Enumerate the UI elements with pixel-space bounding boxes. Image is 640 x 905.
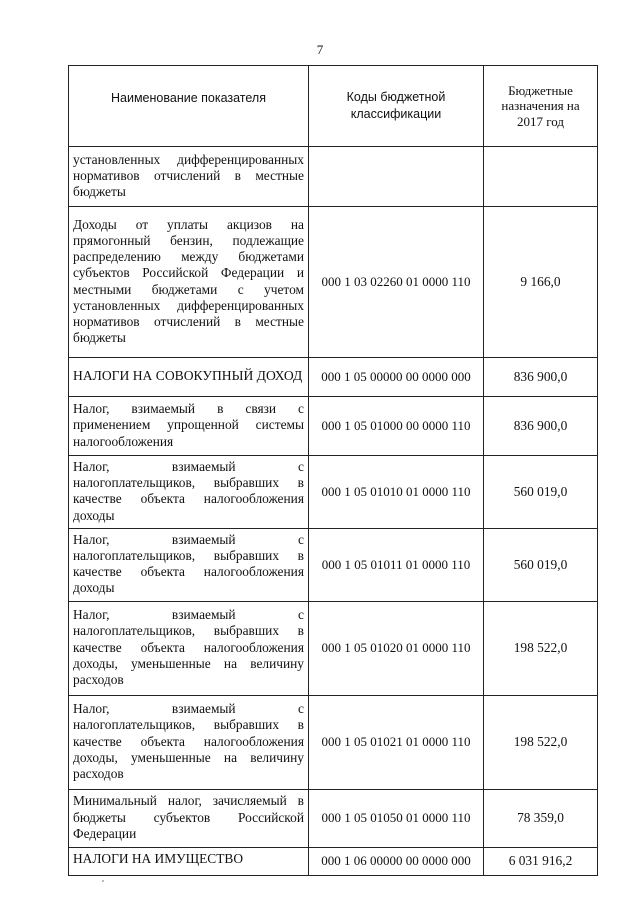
row-code: 000 1 05 01000 00 0000 110 — [309, 397, 484, 456]
table-row — [69, 528, 598, 601]
row-name: Налог, взимаемый с налогоплательщиков, выбравших в качестве объекта налогообложения доходы — [69, 528, 309, 601]
row-code — [309, 147, 484, 207]
row-amount: 560 019,0 — [484, 456, 598, 529]
page-number: 7 — [316, 42, 324, 57]
table-row — [69, 456, 598, 529]
header-indicator-name: Наименование показателя — [69, 66, 309, 147]
row-code: 000 1 03 02260 01 0000 110 — [309, 207, 484, 358]
row-amount: 6 031 916,2 — [484, 847, 598, 875]
row-name: Налог, взимаемый с налогоплательщиков, выбравших в качестве объекта налогообложения доходы — [69, 456, 309, 529]
header-budget-2017: Бюджетные назначения на 2017 год — [484, 66, 598, 147]
row-amount: 836 900,0 — [484, 358, 598, 397]
row-name: Налог, взимаемый в связи с применением упрощенной системы налогообложения — [69, 397, 309, 456]
row-amount: 560 019,0 — [484, 528, 598, 601]
table-header-row — [69, 66, 598, 147]
row-code: 000 1 05 00000 00 0000 000 — [309, 358, 484, 397]
row-name: НАЛОГИ НА ИМУЩЕСТВО — [69, 847, 309, 875]
row-code: 000 1 05 01020 01 0000 110 — [309, 601, 484, 695]
scan-speck — [102, 880, 104, 882]
table-row — [69, 847, 598, 875]
row-code: 000 1 05 01010 01 0000 110 — [309, 456, 484, 529]
row-code: 000 1 06 00000 00 0000 000 — [309, 847, 484, 875]
row-name: НАЛОГИ НА СОВОКУПНЫЙ ДОХОД — [69, 358, 309, 397]
budget-revenue-table — [68, 65, 598, 876]
table-row — [69, 601, 598, 695]
table-row — [69, 695, 598, 789]
row-name: Налог, взимаемый с налогоплательщиков, выбравших в качестве объекта налогообложения доходы, уменьшенные на величину расходов — [69, 695, 309, 789]
row-code: 000 1 05 01021 01 0000 110 — [309, 695, 484, 789]
table-row — [69, 147, 598, 207]
row-name: установленных дифференцированных нормативов отчислений в местные бюджеты — [69, 147, 309, 207]
row-name: Налог, взимаемый с налогоплательщиков, выбравших в качестве объекта налогообложения доходы, уменьшенные на величину расходов — [69, 601, 309, 695]
row-code: 000 1 05 01050 01 0000 110 — [309, 789, 484, 847]
row-amount — [484, 147, 598, 207]
table-row — [69, 358, 598, 397]
table-row — [69, 397, 598, 456]
row-name: Минимальный налог, зачисляемый в бюджеты субъектов Российской Федерации — [69, 789, 309, 847]
row-amount: 198 522,0 — [484, 695, 598, 789]
row-name: Доходы от уплаты акцизов на прямогонный бензин, подлежащие распределению между бюджетами субъектов Российской Федерации и местными бюджетами с учетом установленных дифференцированных нормативов отчислений в местные бюджеты — [69, 207, 309, 358]
row-amount: 198 522,0 — [484, 601, 598, 695]
row-amount: 836 900,0 — [484, 397, 598, 456]
row-amount: 78 359,0 — [484, 789, 598, 847]
table-row — [69, 207, 598, 358]
header-classification-codes: Коды бюджетной классификации — [309, 66, 484, 147]
row-code: 000 1 05 01011 01 0000 110 — [309, 528, 484, 601]
table-row — [69, 789, 598, 847]
row-amount: 9 166,0 — [484, 207, 598, 358]
